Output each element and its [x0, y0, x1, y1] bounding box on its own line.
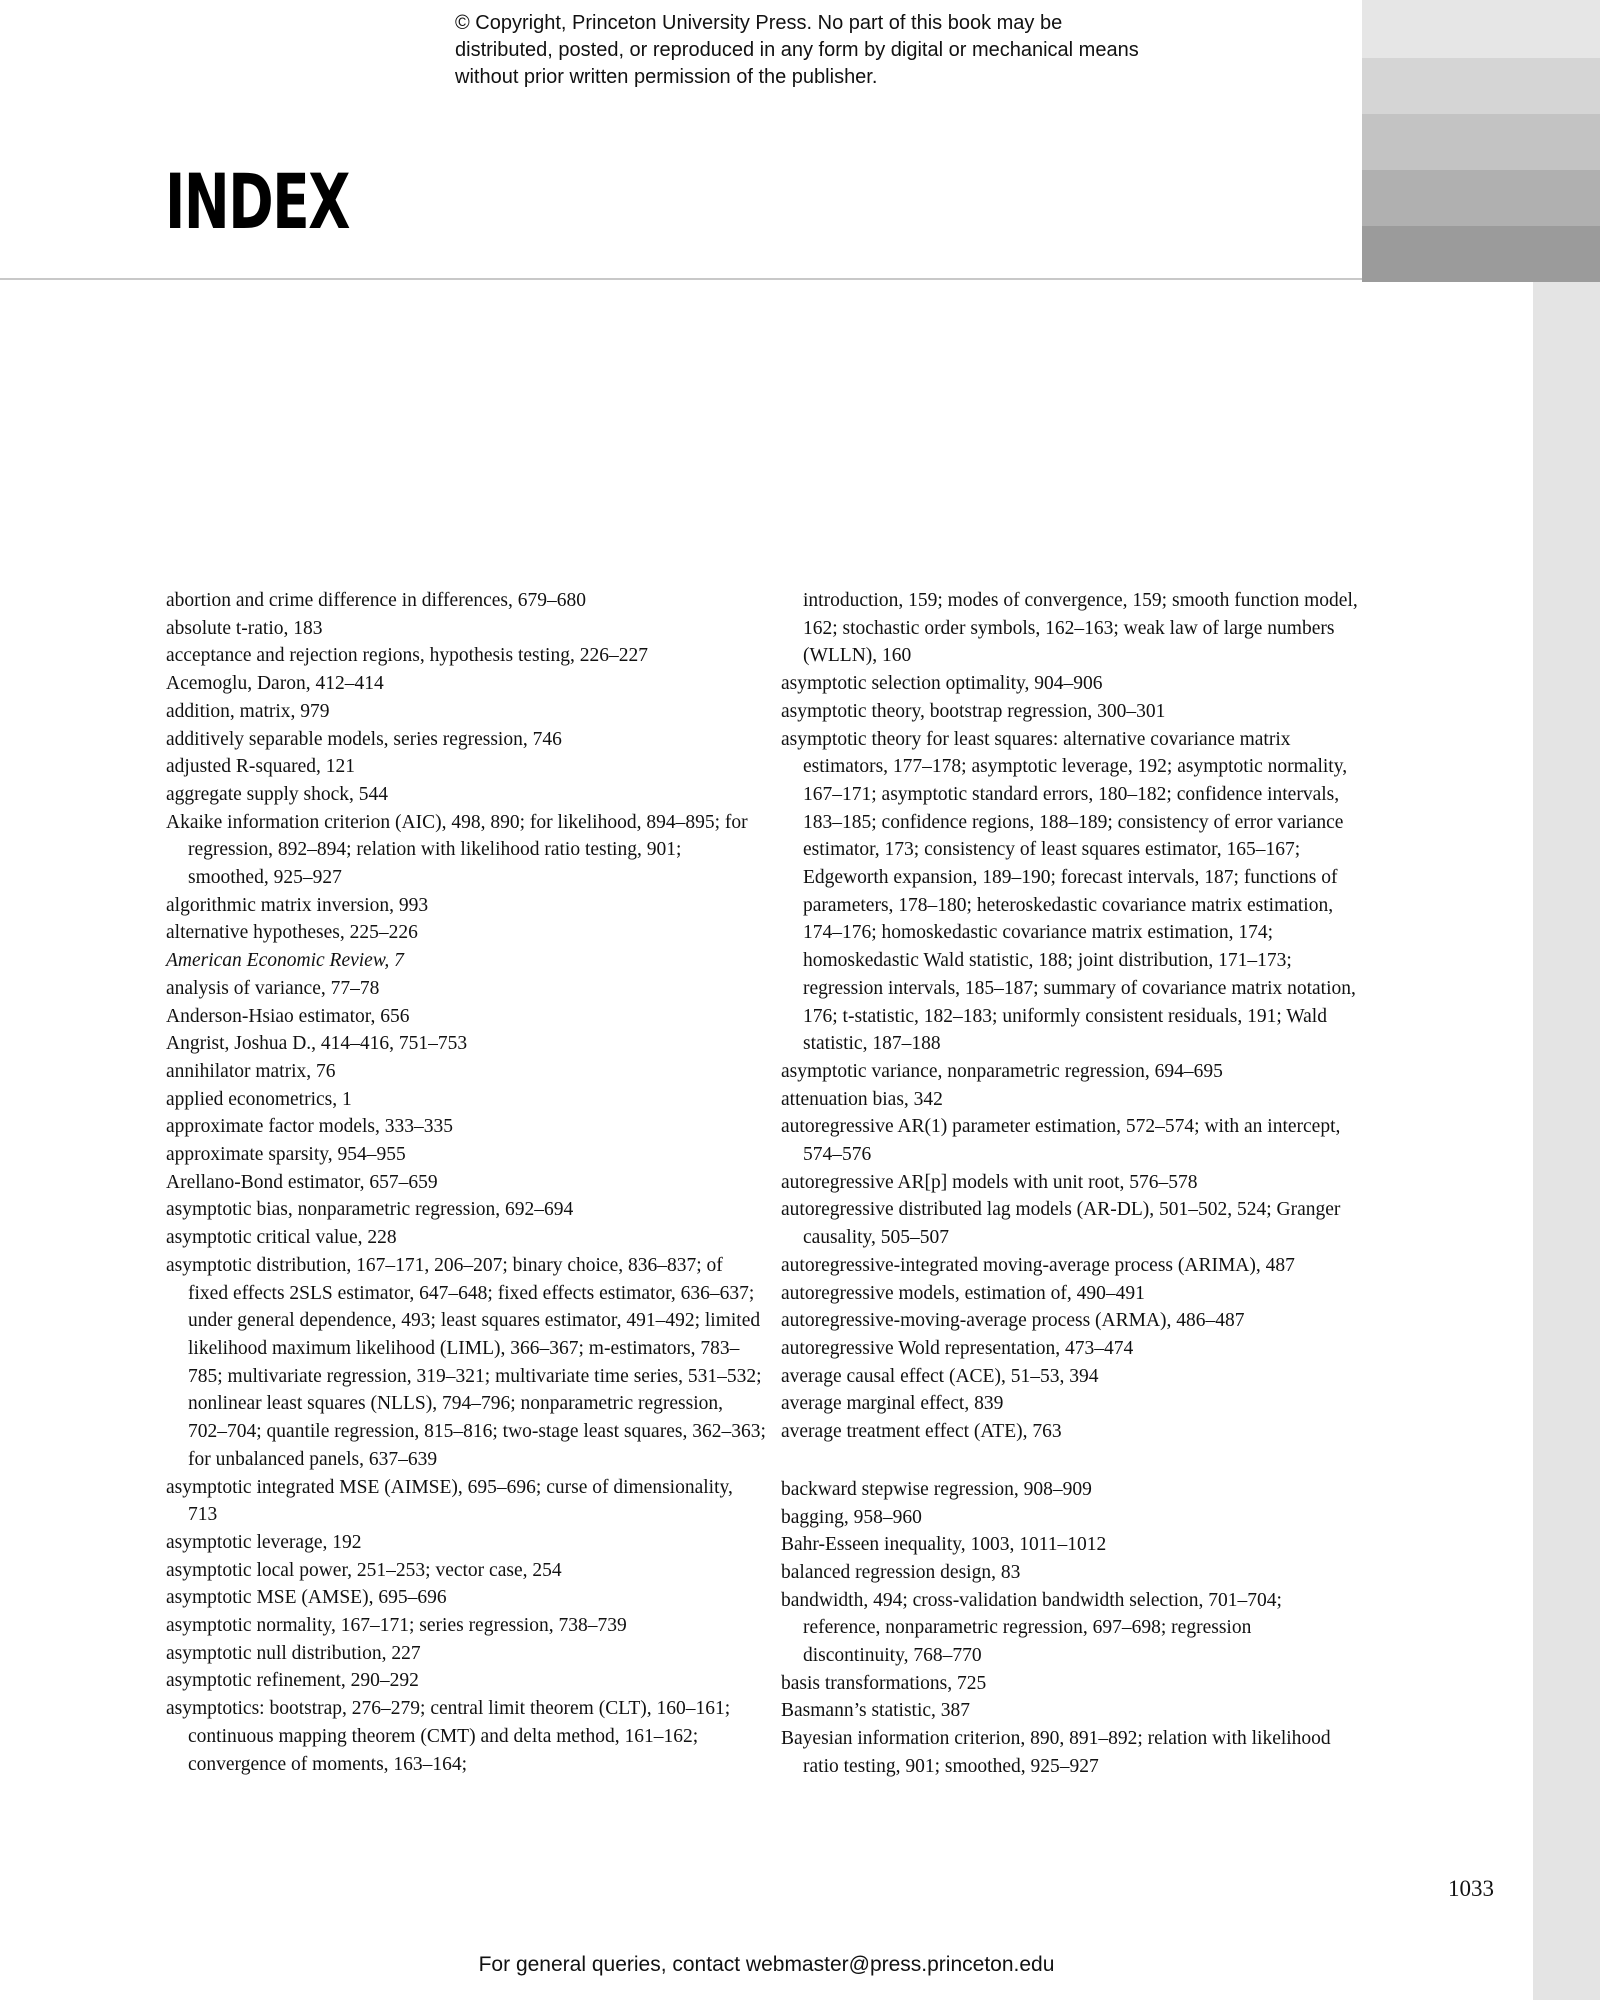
index-entry: asymptotics: bootstrap, 276–279; central limit theorem (CLT), 160–161; continuous mapping theorem (CMT) and delta method, 161–162; convergence of moments, 163–164; — [166, 1698, 731, 1775]
index-entry: Angrist, Joshua D., 414–416, 751–753 — [166, 1033, 468, 1055]
index-entry: Acemoglu, Daron, 412–414 — [166, 673, 384, 695]
index-entry: asymptotic integrated MSE (AIMSE), 695–696; curse of dimensionality, 713 — [166, 1476, 733, 1526]
index-column-right — [781, 587, 1361, 1781]
side-tab-2 — [1362, 58, 1600, 114]
index-entry: approximate sparsity, 954–955 — [166, 1144, 406, 1166]
index-entry: autoregressive-moving-average process (ARMA), 486–487 — [781, 1310, 1245, 1332]
index-entry: autoregressive AR[p] models with unit root, 576–578 — [781, 1171, 1198, 1193]
index-entry: asymptotic refinement, 290–292 — [166, 1670, 419, 1692]
index-entry: autoregressive models, estimation of, 490–491 — [781, 1282, 1145, 1304]
letter-group-gap — [781, 1446, 1361, 1476]
copyright-notice: © Copyright, Princeton University Press. No part of this book may be distributed, posted, or reproduced in any form by digital or mechanical means without prior written permission of the publisher. — [455, 12, 1139, 88]
side-tab-3 — [1362, 114, 1600, 170]
side-margin-strip — [1533, 282, 1600, 2000]
index-entry: Anderson-Hsiao estimator, 656 — [166, 1005, 410, 1027]
index-entry: aggregate supply shock, 544 — [166, 783, 389, 805]
side-tab-strip — [1362, 0, 1600, 282]
index-column-left — [166, 587, 766, 1778]
page-title: INDEX — [165, 157, 349, 246]
page-number: 1033 — [1448, 1876, 1494, 1901]
side-tab-5 — [1362, 226, 1600, 282]
index-entry: annihilator matrix, 76 — [166, 1060, 336, 1082]
index-entry: asymptotic theory, bootstrap regression, 300–301 — [781, 700, 1166, 722]
index-entry: autoregressive AR(1) parameter estimation, 572–574; with an intercept, 574–576 — [781, 1116, 1341, 1166]
index-entry: attenuation bias, 342 — [781, 1088, 943, 1110]
index-entry: adjusted R-squared, 121 — [166, 756, 356, 778]
index-entry: asymptotic variance, nonparametric regression, 694–695 — [781, 1060, 1223, 1082]
index-entry: absolute t-ratio, 183 — [166, 617, 323, 639]
index-entry: Akaike information criterion (AIC), 498, 890; for likelihood, 894–895; for regression, 892–894; relation with likelihood ratio testing, 901; smoothed, 925–927 — [166, 811, 748, 889]
index-entry: asymptotic selection optimality, 904–906 — [781, 673, 1103, 695]
index-entry: basis transformations, 725 — [781, 1672, 987, 1694]
index-entry: asymptotic distribution, 167–171, 206–207; binary choice, 836–837; of fixed effects 2SLS estimator, 647–648; fixed effects estimator, 636–637; under general dependence, 493; least squares estimator, 491–492; limited likelihood maximum likelihood (LIML), 366–367; m-estimators, 783–785; multivariate regression, 319–321; multivariate time series, 531–532; nonlinear least squares (NLLS), 794–796; nonparametric regression, 702–704; quantile regression, 815–816; two-stage least squares, 362–363; for unbalanced panels, 637–639 — [166, 1254, 766, 1470]
index-entry: backward stepwise regression, 908–909 — [781, 1478, 1092, 1500]
index-entry: average marginal effect, 839 — [781, 1393, 1004, 1415]
index-entry-continuation: introduction, 159; modes of convergence, 159; smooth function model, 162; stochastic order symbols, 162–163; weak law of large numbers (WLLN), 160 — [803, 590, 1358, 667]
index-entry: asymptotic critical value, 228 — [166, 1227, 397, 1249]
index-entry: Bahr-Esseen inequality, 1003, 1011–1012 — [781, 1534, 1107, 1556]
index-entry: approximate factor models, 333–335 — [166, 1116, 454, 1138]
index-entry: average causal effect (ACE), 51–53, 394 — [781, 1365, 1099, 1387]
index-entry: Bayesian information criterion, 890, 891–892; relation with likelihood ratio testing, 901; smoothed, 925–927 — [781, 1728, 1331, 1777]
index-entry: autoregressive-integrated moving-average process (ARIMA), 487 — [781, 1254, 1295, 1276]
index-entry: additively separable models, series regression, 746 — [166, 728, 562, 750]
index-entry: autoregressive distributed lag models (AR-DL), 501–502, 524; Granger causality, 505–507 — [781, 1199, 1341, 1249]
index-entry: abortion and crime difference in differences, 679–680 — [166, 590, 586, 611]
index-entry: asymptotic theory for least squares: alternative covariance matrix estimators, 177–178; asymptotic leverage, 192; asymptotic normality, 167–171; asymptotic standard errors, 180–182; confidence intervals, 183–185; confidence regions, 188–189; consistency of error variance estimator, 173; consistency of least squares estimator, 165–167; Edgeworth expansion, 189–190; forecast intervals, 187; functions of parameters, 178–180; heteroskedastic covariance matrix estimation, 174–176; homoskedastic covariance matrix estimation, 174; homoskedastic Wald statistic, 188; joint distribution, 171–173; regression intervals, 185–187; summary of covariance matrix notation, 176; t-statistic, 182–183; uniformly consistent residuals, 191; Wald statistic, 187–188 — [781, 728, 1356, 1055]
index-entry: asymptotic MSE (AMSE), 695–696 — [166, 1587, 447, 1609]
index-entry: acceptance and rejection regions, hypothesis testing, 226–227 — [166, 645, 648, 667]
index-entry: average treatment effect (ATE), 763 — [781, 1421, 1062, 1443]
index-entry: Arellano-Bond estimator, 657–659 — [166, 1171, 438, 1193]
index-entry: bagging, 958–960 — [781, 1506, 922, 1528]
header-divider — [0, 278, 1362, 280]
footer-contact: For general queries, contact webmaster@press.princeton.edu — [478, 1953, 1055, 1976]
index-entry: autoregressive Wold representation, 473–474 — [781, 1337, 1134, 1359]
index-entry: asymptotic bias, nonparametric regression, 692–694 — [166, 1199, 574, 1221]
index-entry: addition, matrix, 979 — [166, 700, 330, 722]
index-entry: alternative hypotheses, 225–226 — [166, 922, 418, 944]
index-entry: American Economic Review, 7 — [166, 950, 404, 972]
index-entry: asymptotic null distribution, 227 — [166, 1642, 421, 1664]
side-tab-4 — [1362, 170, 1600, 226]
index-entry: analysis of variance, 77–78 — [166, 977, 380, 999]
index-entry: Basmann’s statistic, 387 — [781, 1700, 971, 1722]
index-entry: asymptotic local power, 251–253; vector case, 254 — [166, 1559, 562, 1581]
index-entry: algorithmic matrix inversion, 993 — [166, 894, 429, 916]
side-tab-1 — [1362, 0, 1600, 58]
index-entry: bandwidth, 494; cross-validation bandwidth selection, 701–704; reference, nonparametric regression, 697–698; regression discontinuity, 768–770 — [781, 1589, 1282, 1667]
index-entry: applied econometrics, 1 — [166, 1088, 352, 1110]
index-entry: balanced regression design, 83 — [781, 1561, 1021, 1583]
index-entry: asymptotic normality, 167–171; series regression, 738–739 — [166, 1615, 627, 1637]
index-entry: asymptotic leverage, 192 — [166, 1531, 362, 1553]
